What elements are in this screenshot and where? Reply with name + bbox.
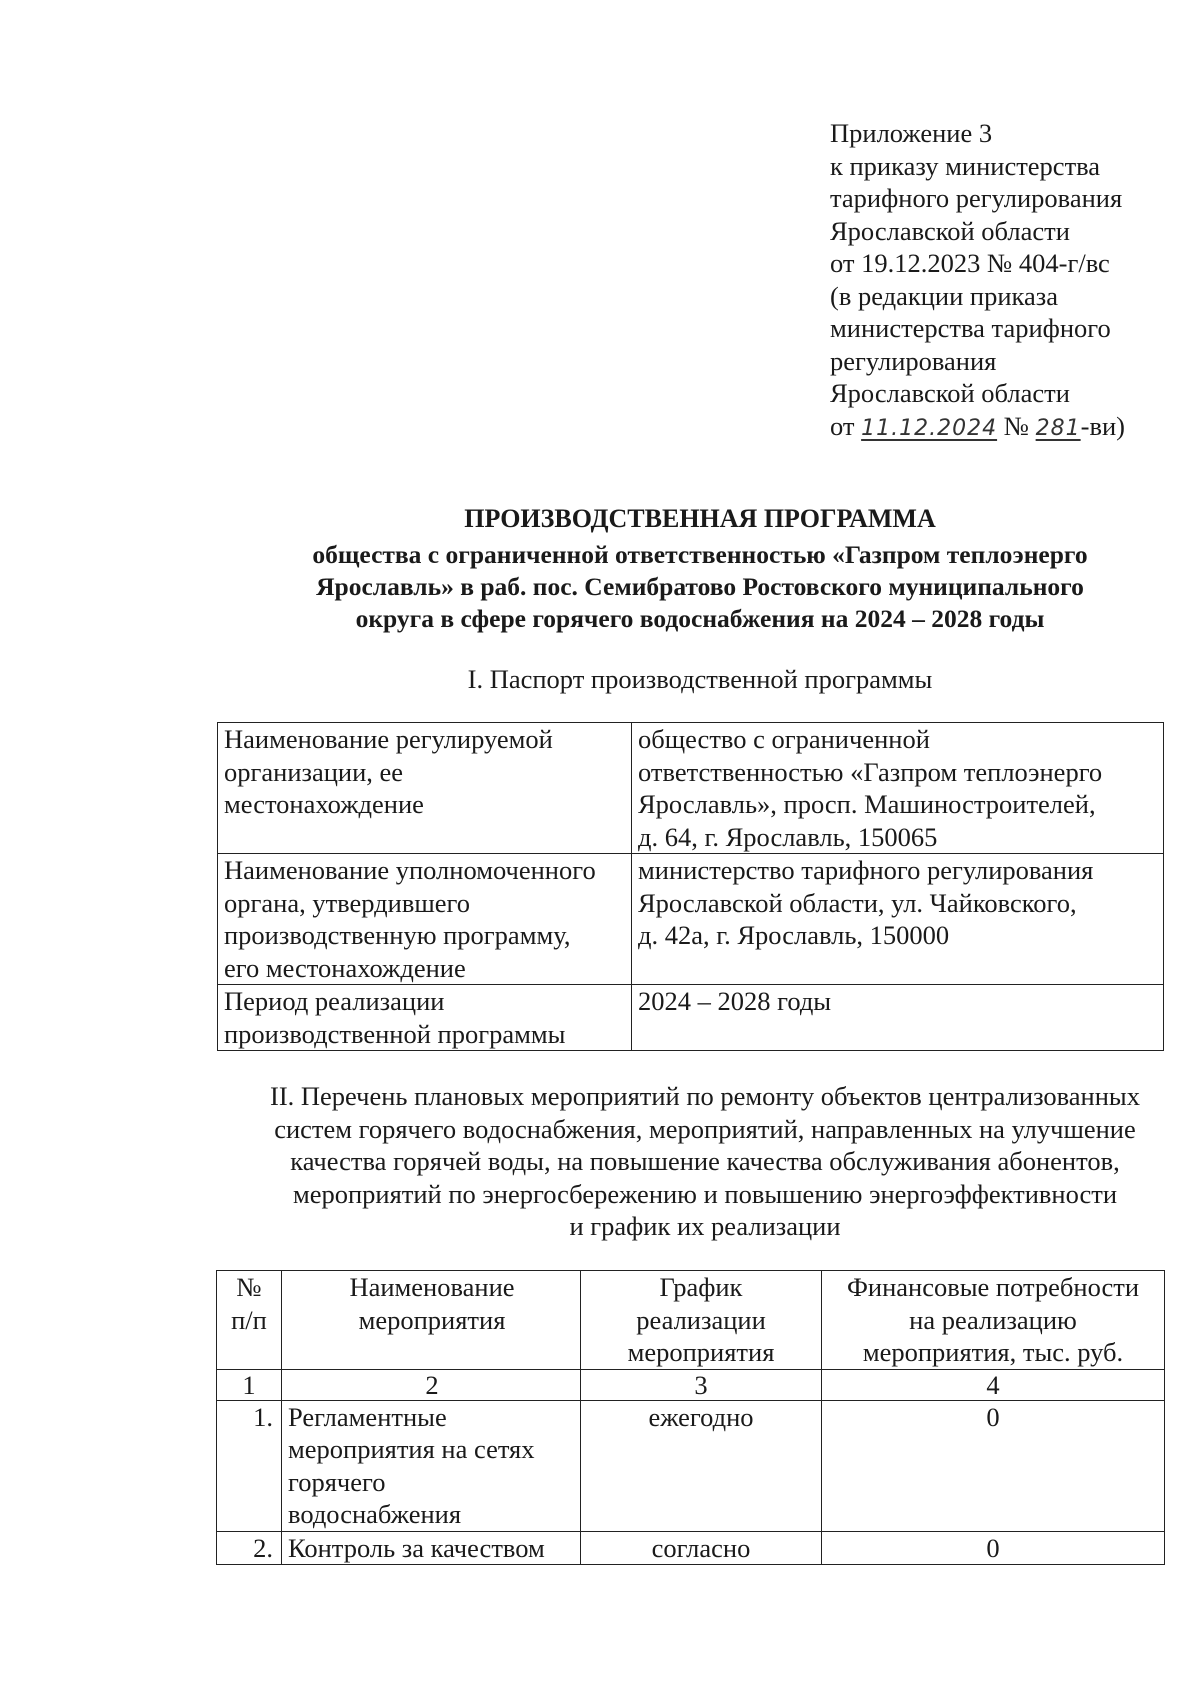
cell-line: Период реализации: [224, 986, 445, 1016]
cell-line: 2024 – 2028 годы: [638, 986, 832, 1016]
handwritten-number: 281: [1035, 415, 1081, 441]
appendix-line: министерства тарифного: [830, 313, 1111, 343]
cell-line: водоснабжения: [288, 1499, 462, 1529]
passport-label-cell: [218, 854, 632, 985]
cell-line: мероприятия: [358, 1304, 506, 1335]
passport-table: [217, 722, 1164, 1051]
cell-line: Ярославской области, ул. Чайковского,: [638, 887, 1077, 918]
cell-line: органа, утвердившего: [224, 887, 470, 918]
appendix-line: к приказу министерства: [830, 150, 1101, 181]
cell-line: производственную программу,: [224, 920, 571, 950]
appendix-line: регулирования: [830, 345, 997, 376]
appendix-suffix: -ви): [1080, 410, 1125, 441]
cell-line: Финансовые потребности: [846, 1272, 1140, 1302]
cell-line: Регламентные: [288, 1401, 447, 1432]
heading-line: качества горячей воды, на повышение качества обслуживания абонентов,: [290, 1146, 1120, 1176]
cell-line: График: [659, 1272, 743, 1302]
column-number-cell: 3: [581, 1369, 822, 1400]
table-row: [218, 723, 1164, 854]
cell-line: реализации: [636, 1304, 766, 1335]
cell-line: его местонахождение: [224, 952, 466, 983]
cell-line: горячего: [288, 1466, 386, 1497]
passport-value-cell: [632, 854, 1164, 985]
appendix-number-sign: №: [1003, 410, 1029, 441]
row-number-cell: 1.: [217, 1400, 282, 1531]
appendix-line: Ярославской области: [830, 215, 1070, 246]
schedule-cell: согласно: [581, 1531, 822, 1565]
appendix-line: тарифного регулирования: [830, 183, 1123, 213]
schedule-cell: ежегодно: [581, 1400, 822, 1531]
cell-line: Наименование уполномоченного: [224, 855, 596, 885]
table-row: [217, 1531, 1165, 1565]
cell-line: мероприятия: [627, 1337, 775, 1367]
activities-table: [216, 1270, 1165, 1565]
cell-line: местонахождение: [224, 789, 424, 819]
appendix-prefix: от: [830, 410, 855, 441]
cell-line: организации, ее: [224, 756, 404, 787]
table-header-row: [217, 1271, 1165, 1370]
header-cell-financing: [822, 1271, 1165, 1370]
title-main: ПРОИЗВОДСТВЕННАЯ ПРОГРАММА: [464, 504, 936, 533]
cell-line: Наименование: [349, 1272, 515, 1302]
section1-heading: I. Паспорт производственной программы: [467, 664, 933, 694]
header-cell-schedule: [581, 1271, 822, 1370]
column-number-cell: 4: [822, 1369, 1165, 1400]
heading-line: II. Перечень плановых мероприятий по ремонту объектов централизованных: [270, 1081, 1140, 1111]
table-row: [218, 985, 1164, 1051]
appendix-line: (в редакции приказа: [830, 280, 1058, 311]
cell-line: Контроль за качеством: [288, 1532, 545, 1563]
section2-heading: [205, 1080, 1200, 1243]
activity-name-cell: [282, 1400, 581, 1531]
financing-cell: 0: [822, 1400, 1165, 1531]
cell-line: общество с ограниченной: [638, 724, 930, 754]
financing-cell: 0: [822, 1531, 1165, 1565]
cell-line: министерство тарифного регулирования: [638, 855, 1094, 885]
title-subtitle-line: Ярославль» в раб. пос. Семибратово Ростовского муниципального: [316, 572, 1084, 601]
cell-line: производственной программы: [224, 1018, 566, 1049]
cell-line: Наименование регулируемой: [224, 724, 553, 754]
column-number-row: [217, 1369, 1165, 1400]
column-number-cell: 1: [217, 1369, 282, 1400]
heading-line: мероприятий по энергосбережению и повышению энергоэффективности: [292, 1178, 1118, 1209]
cell-line: Ярославль», просп. Машиностроителей,: [638, 789, 1096, 819]
row-number-cell: 2.: [217, 1531, 282, 1565]
title-subtitle-line: общества с ограниченной ответственностью «Газпром теплоэнерго: [312, 540, 1088, 569]
title-subtitle-line: округа в сфере горячего водоснабжения на 2024 – 2028 годы: [355, 604, 1045, 633]
activity-name-cell: [282, 1531, 581, 1565]
cell-line: мероприятия на сетях: [288, 1434, 535, 1464]
cell-line: д. 42а, г. Ярославль, 150000: [638, 920, 950, 950]
header-cell-number: [217, 1271, 282, 1370]
passport-value-cell: [632, 985, 1164, 1051]
appendix-line: Приложение 3: [830, 118, 993, 148]
cell-line: №: [236, 1272, 262, 1302]
passport-label-cell: [218, 723, 632, 854]
appendix-amendment-line: [830, 410, 1190, 446]
appendix-block: [830, 117, 1190, 445]
passport-label-cell: [218, 985, 632, 1051]
table-row: [217, 1400, 1165, 1531]
heading-line: систем горячего водоснабжения, мероприятий, направленных на улучшение: [274, 1113, 1136, 1144]
column-number-cell: 2: [282, 1369, 581, 1400]
passport-value-cell: [632, 723, 1164, 854]
handwritten-date: 11.12.2024: [861, 415, 998, 441]
heading-line: и график их реализации: [569, 1211, 841, 1241]
table-row: [218, 854, 1164, 985]
cell-line: ответственностью «Газпром теплоэнерго: [638, 756, 1103, 787]
cell-line: мероприятия, тыс. руб.: [862, 1337, 1124, 1367]
cell-line: на реализацию: [909, 1304, 1077, 1335]
appendix-line: от 19.12.2023 № 404-г/вс: [830, 248, 1110, 278]
header-cell-name: [282, 1271, 581, 1370]
cell-line: п/п: [231, 1304, 267, 1335]
appendix-line: Ярославской области: [830, 378, 1070, 408]
document-title: [200, 503, 1200, 635]
cell-line: д. 64, г. Ярославль, 150065: [638, 821, 938, 852]
